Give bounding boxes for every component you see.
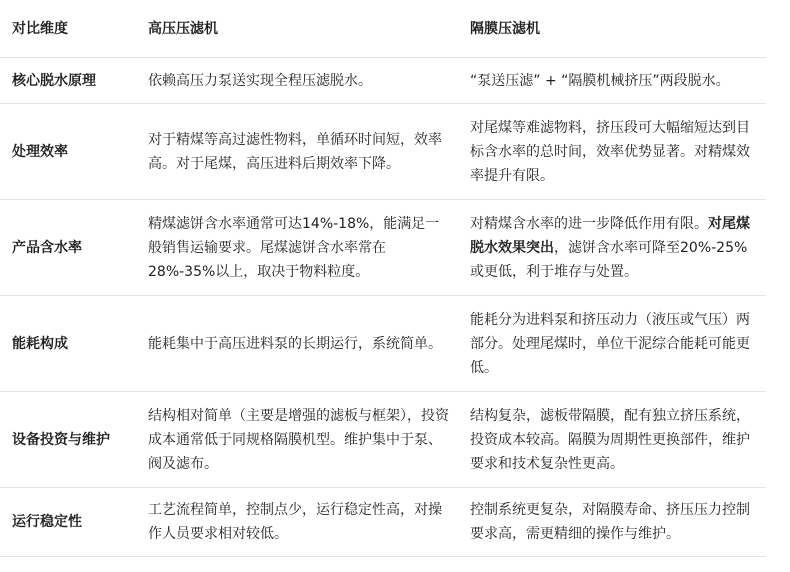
- cell-high-pressure: 依赖高压力泵送实现全程压滤脱水。: [136, 58, 460, 104]
- cell-high-pressure: 工艺流程简单，控制点少，运行稳定性高，对操作人员要求相对较低。: [136, 488, 460, 557]
- table-row: [0, 58, 766, 104]
- header-membrane: 隔膜压滤机: [460, 0, 766, 58]
- row-dimension: 核心脱水原理: [0, 58, 136, 104]
- row-dimension: 产品含水率: [0, 200, 136, 296]
- table-row: [0, 392, 766, 488]
- cell-membrane: 结构复杂，滤板带隔膜，配有独立挤压系统，投资成本较高。隔膜为周期性更换部件，维护要求和技术复杂性更高。: [460, 392, 766, 488]
- cell-membrane: 控制系统更复杂，对隔膜寿命、挤压压力控制要求高，需更精细的操作与维护。: [460, 488, 766, 557]
- cell-high-pressure: 对于精煤等高过滤性物料，单循环时间短，效率高。对于尾煤，高压进料后期效率下降。: [136, 104, 460, 200]
- cell-membrane: 对尾煤等难滤物料，挤压段可大幅缩短达到目标含水率的总时间，效率优势显著。对精煤效率提升有限。: [460, 104, 766, 200]
- cell-membrane: [460, 200, 766, 296]
- cell-highlight-text: 对尾煤脱水效果突出: [470, 215, 750, 256]
- cell-membrane: “泵送压滤” + “隔膜机械挤压”两段脱水。: [460, 58, 766, 104]
- row-dimension: 处理效率: [0, 104, 136, 200]
- table-row: [0, 200, 766, 296]
- cell-high-pressure: 能耗集中于高压进料泵的长期运行，系统简单。: [136, 296, 460, 392]
- cell-high-pressure: 结构相对简单（主要是增强的滤板与框架），投资成本通常低于同规格隔膜机型。维护集中于泵、阀及滤布。: [136, 392, 460, 488]
- row-dimension: 能耗构成: [0, 296, 136, 392]
- cell-text: ，滤饼含水率可降至20%-25%或更低，利于堆存与处置。: [470, 239, 748, 280]
- header-dimension: 对比维度: [0, 0, 136, 58]
- row-dimension: 设备投资与维护: [0, 392, 136, 488]
- cell-text: 对精煤含水率的进一步降低作用有限。: [470, 215, 708, 232]
- table-row: [0, 296, 766, 392]
- table-header-row: [0, 0, 766, 58]
- cell-membrane: 能耗分为进料泵和挤压动力（液压或气压）两部分。处理尾煤时，单位干泥综合能耗可能更低。: [460, 296, 766, 392]
- header-high-pressure: 高压压滤机: [136, 0, 460, 58]
- table-row: [0, 104, 766, 200]
- table-row: [0, 488, 766, 557]
- cell-high-pressure: 精煤滤饼含水率通常可达14%-18%，能满足一般销售运输要求。尾煤滤饼含水率常在28%-35%以上，取决于物料粒度。: [136, 200, 460, 296]
- row-dimension: 运行稳定性: [0, 488, 136, 557]
